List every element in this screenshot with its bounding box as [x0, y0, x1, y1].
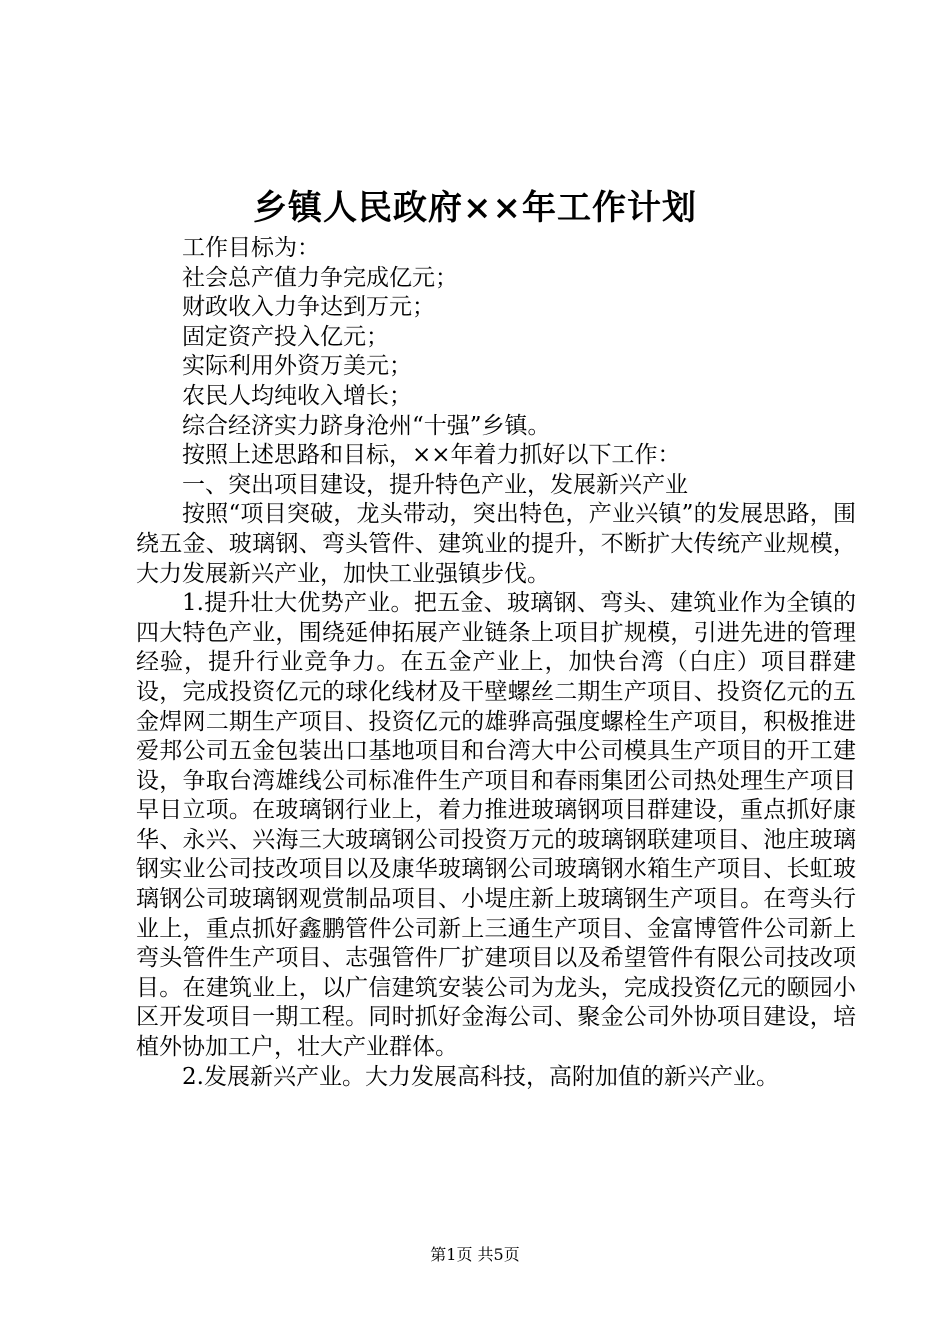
goal-item: 固定资产投入亿元；	[182, 323, 389, 350]
goals-heading: 工作目标为：	[182, 235, 320, 261]
page-footer: 第1页 共5页	[430, 1245, 520, 1264]
section-paragraph: 按照“项目突破，龙头带动，突出特色，产业兴镇”的发展思路，围绕五金、玻璃钢、弯头管件、建筑业的提升，不断扩大传统产业规模，大力发展新兴产业，加快工业强镇步伐。	[136, 501, 856, 587]
goal-item: 实际利用外资万美元；	[182, 353, 412, 380]
goal-item: 综合经济实力跻身沧州“十强”乡镇。	[182, 412, 551, 439]
document-body	[136, 234, 856, 1092]
goal-item: 农民人均纯收入增长；	[182, 382, 412, 409]
goal-item: 财政收入力争达到万元；	[182, 294, 435, 321]
goal-item: 社会总产值力争完成亿元；	[182, 264, 458, 291]
item-paragraph-1: 1.提升壮大优势产业。把五金、玻璃钢、弯头、建筑业作为全镇的四大特色产业，围绕延伸拓展产业链条上项目扩规模，引进先进的管理经验，提升行业竞争力。在五金产业上，加快台湾（白庄）项目群建设，完成投资亿元的球化线材及干壁螺丝二期生产项目、投资亿元的五金焊网二期生产项目、投资亿元的雄骅高强度螺栓生产项目，积极推进爱邦公司五金包装出口基地项目和台湾大中公司模具生产项目的开工建设，争取台湾雄线公司标准件生产项目和春雨集团公司热处理生产项目早日立项。在玻璃钢行业上，着力推进玻璃钢项目群建设，重点抓好康华、永兴、兴海三大玻璃钢公司投资万元的玻璃钢联建项目、池庄玻璃钢实业公司技改项目以及康华玻璃钢公司玻璃钢水箱生产项目、长虹玻璃钢公司玻璃钢观赏制品项目、小堤庄新上玻璃钢生产项目。在弯头行业上，重点抓好鑫鹏管件公司新上三通生产项目、金富博管件公司新上弯头管件生产项目、志强管件厂扩建项目以及希望管件有限公司技改项目。在建筑业上，以广信建筑安装公司为龙头，完成投资亿元的颐园小区开发项目一期工程。同时抓好金海公司、聚金公司外协项目建设，培植外协加工户，壮大产业群体。	[136, 590, 856, 1061]
section-heading: 一、突出项目建设，提升特色产业，发展新兴产业	[182, 471, 688, 498]
document-title: 乡镇人民政府××年工作计划	[253, 188, 697, 228]
intro-line: 按照上述思路和目标，××年着力抓好以下工作：	[182, 442, 681, 469]
item-paragraph-2: 2.发展新兴产业。大力发展高科技，高附加值的新兴产业。	[182, 1063, 779, 1090]
